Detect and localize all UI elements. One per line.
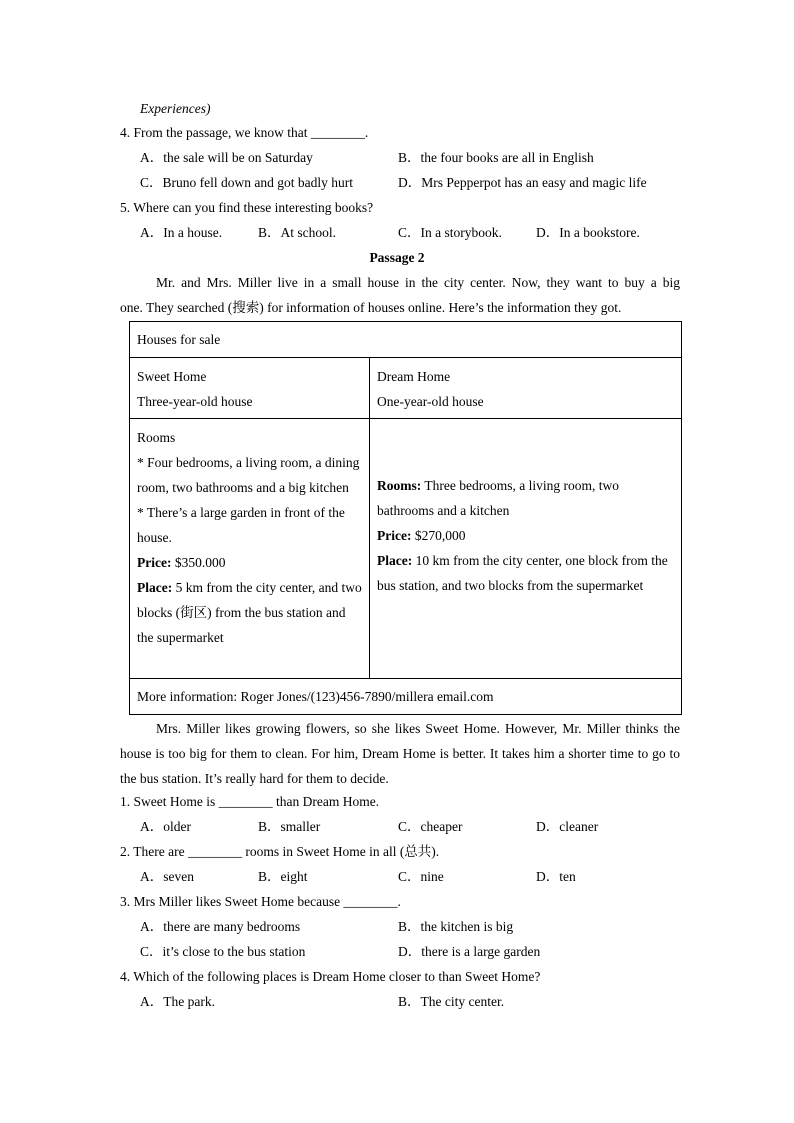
dream-home-heading-cell — [370, 358, 682, 419]
more-information: More information: Roger Jones/(123)456-7890/millera email.com — [130, 679, 682, 715]
table-header: Houses for sale — [130, 322, 682, 358]
question-2-stem: 2. There are ________ rooms in Sweet Home in all (总共). — [120, 844, 440, 859]
sweet-home-rooms-2: * There’s a large garden in front of the house. — [137, 505, 345, 545]
continued-title-fragment: Experiences) — [140, 101, 211, 116]
question-3-option-b[interactable]: B．the kitchen is big — [398, 919, 514, 934]
question-4a-stem: 4. From the passage, we know that ________. — [120, 125, 369, 140]
dream-home-rooms-label: Rooms: — [377, 478, 422, 493]
question-2-option-d[interactable]: D．ten — [536, 869, 576, 884]
question-4b-stem: 4. Which of the following places is Dream Home closer to than Sweet Home? — [120, 969, 541, 984]
question-2-option-a[interactable]: A．seven — [140, 869, 194, 884]
passage-2-intro-line-2: one. They searched (搜索) for information of houses online. Here’s the information they got. — [120, 300, 622, 315]
dream-home-price-value: $270,000 — [414, 528, 466, 543]
houses-for-sale-table — [129, 321, 682, 715]
question-2-option-b[interactable]: B．eight — [258, 869, 308, 884]
question-2-option-c[interactable]: C．nine — [398, 869, 444, 884]
question-1-option-a[interactable]: A．older — [140, 819, 191, 834]
sweet-home-place-value: 5 km from the city center, and two blocks (街区) from the bus station and the supermarket — [137, 580, 362, 645]
dream-home-place-value: 10 km from the city center, one block from the bus station, and two blocks from the supermarket — [377, 553, 668, 593]
dream-home-details-cell — [370, 419, 682, 679]
sweet-home-price-value: $350.000 — [174, 555, 226, 570]
question-4a-option-c[interactable]: C．Bruno fell down and got badly hurt — [140, 175, 353, 190]
sweet-home-price-label: Price: — [137, 555, 172, 570]
passage-2-intro-line-1: Mr. and Mrs. Miller live in a small house in the city center. Now, they want to buy a big — [156, 275, 680, 290]
sweet-home-rooms-1: * Four bedrooms, a living room, a dining room, two bathrooms and a big kitchen — [137, 455, 360, 495]
sweet-home-heading-cell — [130, 358, 370, 419]
question-3-option-a[interactable]: A．there are many bedrooms — [140, 919, 301, 934]
question-4b-option-b[interactable]: B．The city center. — [398, 994, 505, 1009]
passage-2-body: Mrs. Miller likes growing flowers, so she likes Sweet Home. However, Mr. Miller thinks the house is too big for them to clean. For him, Dream Home is better. It takes him a shorter time to go to the bus station. It’s really hard for them to decide. — [120, 721, 680, 786]
question-4a-option-a[interactable]: A．the sale will be on Saturday — [140, 150, 313, 165]
question-4b-option-a[interactable]: A．The park. — [140, 994, 215, 1009]
question-3-option-c[interactable]: C．it’s close to the bus station — [140, 944, 306, 959]
question-1-option-c[interactable]: C．cheaper — [398, 819, 463, 834]
dream-home-name: Dream Home — [377, 369, 451, 384]
question-5a-option-c[interactable]: C．In a storybook. — [398, 225, 502, 240]
dream-home-age: One-year-old house — [377, 394, 484, 409]
sweet-home-price — [137, 550, 362, 575]
sweet-home-name: Sweet Home — [137, 369, 207, 384]
sweet-home-rooms-label: Rooms — [137, 430, 176, 445]
sweet-home-place — [137, 575, 362, 650]
dream-home-price — [377, 523, 674, 548]
dream-home-place — [377, 548, 674, 598]
question-4a-option-d[interactable]: D．Mrs Pepperpot has an easy and magic life — [398, 175, 647, 190]
sweet-home-place-label: Place: — [137, 580, 173, 595]
dream-home-place-label: Place: — [377, 553, 413, 568]
question-3-stem: 3. Mrs Miller likes Sweet Home because ________. — [120, 894, 401, 909]
passage-2-title: Passage 2 — [369, 250, 425, 265]
sweet-home-details-cell — [130, 419, 370, 679]
question-5a-option-b[interactable]: B．At school. — [258, 225, 337, 240]
question-4a-option-b[interactable]: B．the four books are all in English — [398, 150, 594, 165]
question-1-option-b[interactable]: B．smaller — [258, 819, 321, 834]
dream-home-price-label: Price: — [377, 528, 412, 543]
question-5a-option-a[interactable]: A．In a house. — [140, 225, 223, 240]
question-5a-option-d[interactable]: D．In a bookstore. — [536, 225, 640, 240]
question-3-option-d[interactable]: D．there is a large garden — [398, 944, 541, 959]
sweet-home-age: Three-year-old house — [137, 394, 253, 409]
question-1-option-d[interactable]: D．cleaner — [536, 819, 599, 834]
dream-home-rooms — [377, 473, 674, 523]
question-1-stem: 1. Sweet Home is ________ than Dream Home. — [120, 794, 380, 809]
dream-home-rooms-value: Three bedrooms, a living room, two bathrooms and a kitchen — [377, 478, 619, 518]
question-5a-stem: 5. Where can you find these interesting books? — [120, 200, 374, 215]
